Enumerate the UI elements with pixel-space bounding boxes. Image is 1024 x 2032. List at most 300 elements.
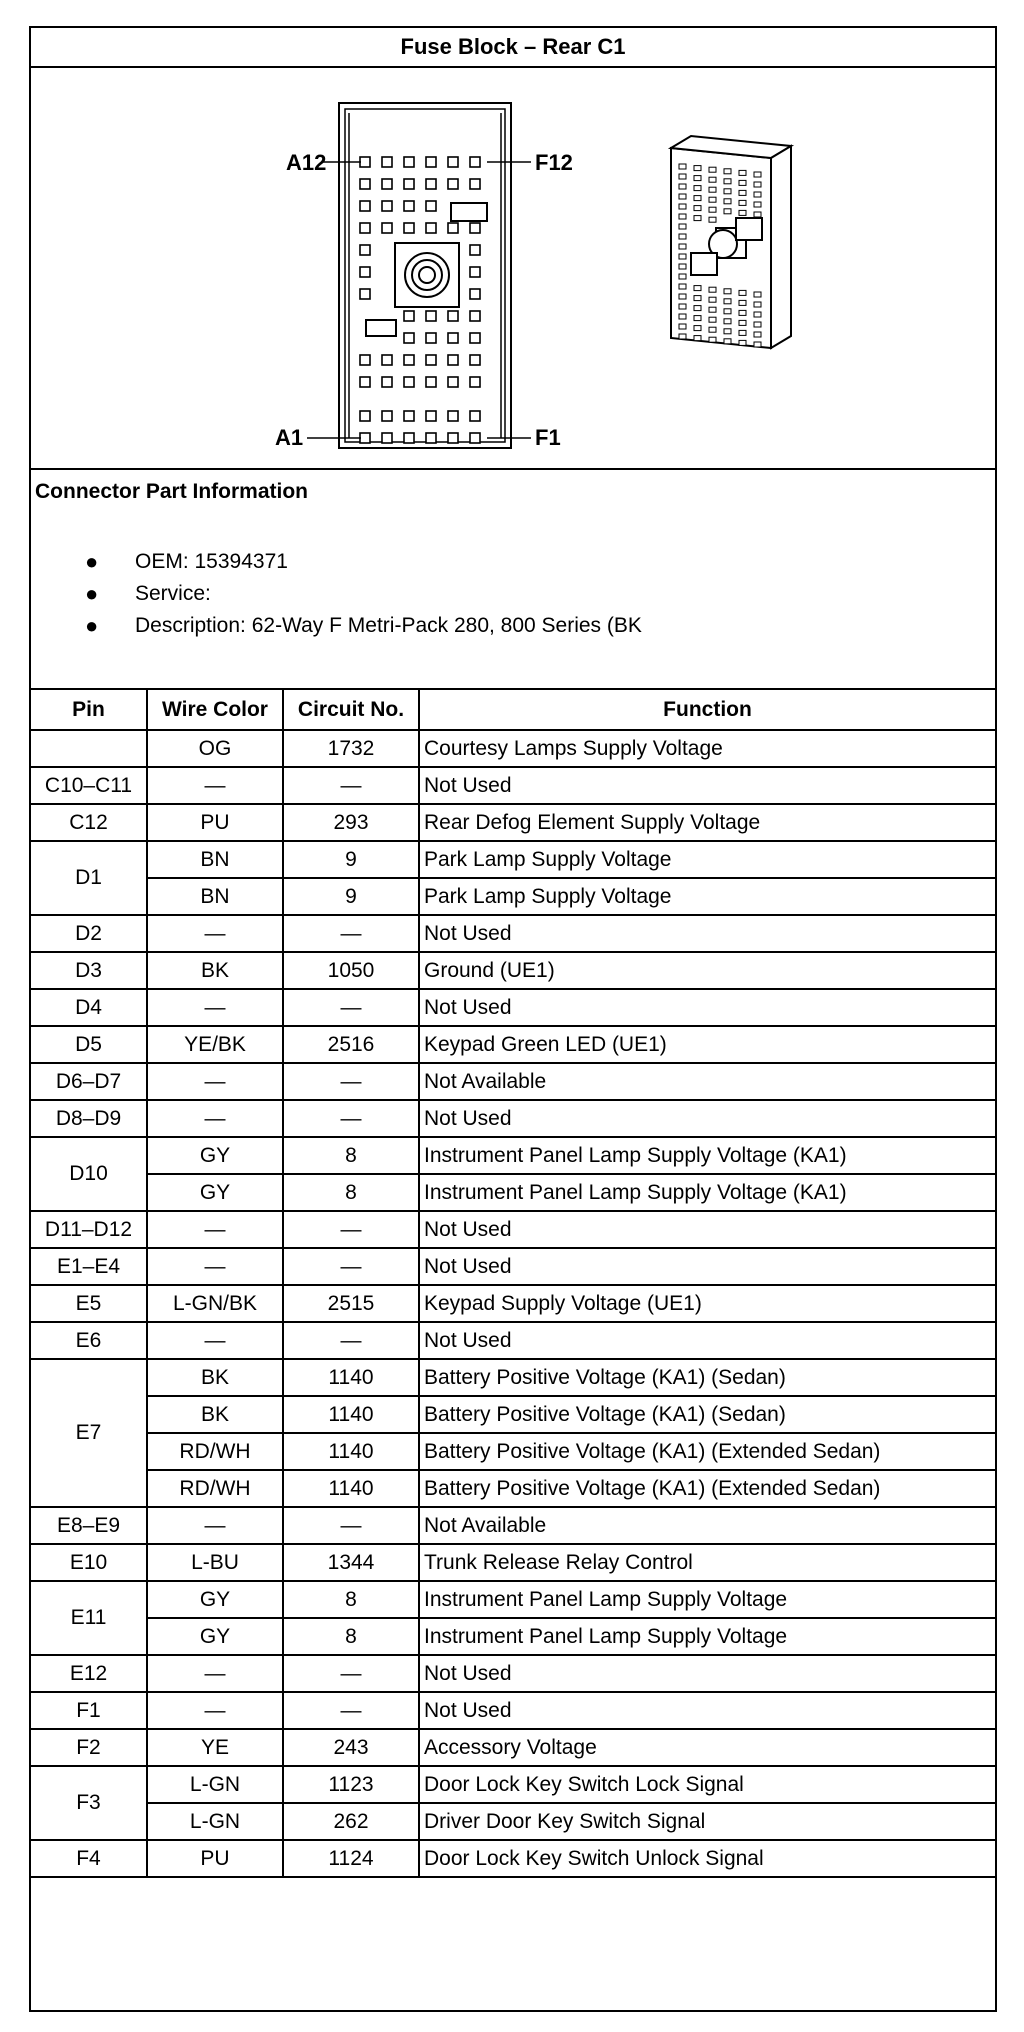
table-row	[31, 1692, 995, 1729]
iso-cavity	[679, 334, 686, 339]
iso-cavity	[694, 216, 701, 221]
cell-wire-color: BK	[147, 1396, 283, 1433]
cavity	[360, 201, 370, 211]
cell-pin: D11–D12	[31, 1211, 147, 1248]
iso-cavity	[754, 302, 761, 307]
cell-function: Door Lock Key Switch Unlock Signal	[419, 1840, 995, 1877]
iso-cavity	[679, 194, 686, 199]
cavity	[426, 377, 436, 387]
iso-cavity	[739, 320, 746, 325]
iso-cavity	[709, 317, 716, 322]
table-row	[31, 1359, 995, 1396]
cell-circuit: 1140	[283, 1359, 419, 1396]
cavity	[382, 411, 392, 421]
cavity	[448, 433, 458, 443]
iso-cavity	[694, 286, 701, 291]
cavity	[470, 411, 480, 421]
cell-wire-color: GY	[147, 1174, 283, 1211]
iso-cavity	[679, 284, 686, 289]
cell-wire-color: RD/WH	[147, 1433, 283, 1470]
iso-cavity	[679, 174, 686, 179]
col-header-wire-color: Wire Color	[147, 690, 283, 730]
cavity	[470, 289, 480, 299]
cavity	[382, 377, 392, 387]
table-row	[31, 730, 995, 767]
cell-wire-color: PU	[147, 1840, 283, 1877]
iso-cavity	[724, 319, 731, 324]
col-header-circuit: Circuit No.	[283, 690, 419, 730]
iso-cavity	[724, 199, 731, 204]
cell-function: Rear Defog Element Supply Voltage	[419, 804, 995, 841]
table-row	[31, 1063, 995, 1100]
iso-cavity	[679, 304, 686, 309]
cavity	[360, 377, 370, 387]
iso-cavity	[754, 292, 761, 297]
cavity	[404, 433, 414, 443]
cell-function: Not Available	[419, 1507, 995, 1544]
cavity	[404, 179, 414, 189]
cavity	[404, 333, 414, 343]
cell-circuit: 1140	[283, 1433, 419, 1470]
cell-wire-color: YE/BK	[147, 1026, 283, 1063]
table-row	[31, 1396, 995, 1433]
iso-cavity	[739, 200, 746, 205]
cavity	[404, 355, 414, 365]
connector-figure	[31, 68, 995, 470]
pinout-rows	[31, 730, 995, 1877]
cell-pin: E12	[31, 1655, 147, 1692]
iso-cavity	[709, 287, 716, 292]
cell-circuit: —	[283, 989, 419, 1026]
cell-pin: D10	[31, 1137, 147, 1211]
cell-pin: F2	[31, 1729, 147, 1766]
iso-cavity	[739, 310, 746, 315]
iso-cavity	[754, 332, 761, 337]
table-row	[31, 915, 995, 952]
cell-wire-color: —	[147, 1322, 283, 1359]
iso-cavity	[739, 300, 746, 305]
cell-function: Ground (UE1)	[419, 952, 995, 989]
cell-pin: C10–C11	[31, 767, 147, 804]
cell-wire-color: PU	[147, 804, 283, 841]
table-row	[31, 1581, 995, 1618]
cavity	[448, 223, 458, 233]
cavity	[470, 157, 480, 167]
table-row	[31, 1544, 995, 1581]
cell-circuit: 2515	[283, 1285, 419, 1322]
cell-circuit: —	[283, 915, 419, 952]
cell-pin: D8–D9	[31, 1100, 147, 1137]
cell-pin: E8–E9	[31, 1507, 147, 1544]
cell-wire-color: L-GN	[147, 1766, 283, 1803]
table-row	[31, 1137, 995, 1174]
cell-circuit: 1344	[283, 1544, 419, 1581]
iso-cavity	[754, 312, 761, 317]
connector-face-diagram	[31, 68, 995, 468]
cell-pin: C12	[31, 804, 147, 841]
cavity	[404, 201, 414, 211]
cavity	[470, 433, 480, 443]
table-row	[31, 804, 995, 841]
iso-cavity	[754, 322, 761, 327]
cavity	[426, 223, 436, 233]
table-row	[31, 767, 995, 804]
col-header-pin: Pin	[31, 690, 147, 730]
table-row	[31, 1803, 995, 1840]
iso-cavity	[739, 290, 746, 295]
cell-function: Not Used	[419, 989, 995, 1026]
cell-circuit: 293	[283, 804, 419, 841]
cell-function: Battery Positive Voltage (KA1) (Sedan)	[419, 1359, 995, 1396]
cavity	[470, 333, 480, 343]
cavity	[470, 223, 480, 233]
cavity	[426, 201, 436, 211]
iso-cavity	[739, 190, 746, 195]
cavity	[360, 223, 370, 233]
iso-cavity	[724, 179, 731, 184]
cell-function: Park Lamp Supply Voltage	[419, 878, 995, 915]
table-row	[31, 1433, 995, 1470]
cell-wire-color: BN	[147, 841, 283, 878]
iso-cavity	[694, 176, 701, 181]
iso-cavity	[709, 167, 716, 172]
cell-function: Battery Positive Voltage (KA1) (Extended Sedan)	[419, 1433, 995, 1470]
cavity	[426, 333, 436, 343]
cavity	[382, 201, 392, 211]
iso-cavity	[724, 189, 731, 194]
cell-circuit: —	[283, 767, 419, 804]
pin-label-f12: F12	[535, 150, 573, 175]
cell-function: Keypad Green LED (UE1)	[419, 1026, 995, 1063]
iso-cavity	[694, 336, 701, 341]
cell-pin: F4	[31, 1840, 147, 1877]
cell-wire-color: —	[147, 1100, 283, 1137]
cell-circuit: 1732	[283, 730, 419, 767]
iso-cavity	[709, 307, 716, 312]
table-row	[31, 1100, 995, 1137]
keying-tab	[366, 320, 396, 336]
cell-pin: E7	[31, 1359, 147, 1507]
iso-cavity	[754, 182, 761, 187]
iso-cavity	[739, 330, 746, 335]
cavity	[382, 223, 392, 233]
cell-wire-color: GY	[147, 1581, 283, 1618]
iso-cavity	[679, 164, 686, 169]
cell-function: Not Used	[419, 1692, 995, 1729]
iso-cavity	[754, 342, 761, 347]
iso-cavity	[679, 314, 686, 319]
iso-cavity	[694, 326, 701, 331]
iso-cavity	[679, 274, 686, 279]
cavity	[470, 267, 480, 277]
iso-cavity	[724, 209, 731, 214]
cell-wire-color: YE	[147, 1729, 283, 1766]
cell-wire-color: —	[147, 989, 283, 1026]
cavity	[426, 433, 436, 443]
col-header-function: Function	[419, 690, 995, 730]
iso-cavity	[724, 339, 731, 344]
cell-wire-color: L-GN/BK	[147, 1285, 283, 1322]
part-info-service: ● Service:	[85, 581, 211, 606]
cell-function: Battery Positive Voltage (KA1) (Extended Sedan)	[419, 1470, 995, 1507]
cell-function: Battery Positive Voltage (KA1) (Sedan)	[419, 1396, 995, 1433]
iso-cavity	[679, 254, 686, 259]
cavity	[382, 179, 392, 189]
cell-wire-color: GY	[147, 1137, 283, 1174]
cell-pin: D4	[31, 989, 147, 1026]
cell-circuit: 1050	[283, 952, 419, 989]
cell-circuit: 8	[283, 1618, 419, 1655]
iso-cavity	[724, 169, 731, 174]
cell-function: Courtesy Lamps Supply Voltage	[419, 730, 995, 767]
cavity	[448, 355, 458, 365]
cell-function: Not Used	[419, 767, 995, 804]
cell-function: Park Lamp Supply Voltage	[419, 841, 995, 878]
cavity	[448, 333, 458, 343]
iso-cavity	[694, 166, 701, 171]
cavity	[426, 355, 436, 365]
pin-label-a1: A1	[275, 425, 304, 450]
cell-function: Not Used	[419, 915, 995, 952]
iso-cavity	[679, 294, 686, 299]
cavity	[382, 157, 392, 167]
cavity	[360, 157, 370, 167]
cavity	[382, 355, 392, 365]
cavity	[404, 223, 414, 233]
table-row	[31, 1470, 995, 1507]
cell-circuit: 9	[283, 878, 419, 915]
table-row	[31, 1729, 995, 1766]
cavity	[470, 377, 480, 387]
iso-cavity	[709, 337, 716, 342]
table-row	[31, 1840, 995, 1877]
cell-function: Instrument Panel Lamp Supply Voltage	[419, 1618, 995, 1655]
iso-cavity	[679, 244, 686, 249]
cavity	[360, 289, 370, 299]
page-title: Fuse Block – Rear C1	[31, 28, 995, 68]
cell-function: Not Used	[419, 1100, 995, 1137]
cell-circuit: 8	[283, 1581, 419, 1618]
iso-cavity	[709, 197, 716, 202]
cell-function: Keypad Supply Voltage (UE1)	[419, 1285, 995, 1322]
cell-pin: D1	[31, 841, 147, 915]
cell-function: Not Available	[419, 1063, 995, 1100]
cavity	[404, 157, 414, 167]
cavity	[426, 311, 436, 321]
table-row	[31, 878, 995, 915]
table-row	[31, 1766, 995, 1803]
cell-wire-color: —	[147, 1507, 283, 1544]
cell-function: Not Used	[419, 1211, 995, 1248]
part-info-oem: ● OEM: 15394371	[85, 549, 288, 574]
cavity	[448, 411, 458, 421]
iso-cavity	[694, 186, 701, 191]
iso-cavity	[724, 309, 731, 314]
cell-function: Not Used	[419, 1655, 995, 1692]
iso-cavity	[679, 184, 686, 189]
cell-wire-color: —	[147, 1211, 283, 1248]
cavity	[448, 157, 458, 167]
cell-wire-color: L-BU	[147, 1544, 283, 1581]
table-row	[31, 1655, 995, 1692]
cell-circuit: 1124	[283, 1840, 419, 1877]
cell-pin: F1	[31, 1692, 147, 1729]
cell-wire-color: OG	[147, 730, 283, 767]
cell-circuit: —	[283, 1692, 419, 1729]
cell-pin: D5	[31, 1026, 147, 1063]
cell-circuit: 9	[283, 841, 419, 878]
cell-circuit: 1140	[283, 1396, 419, 1433]
table-row	[31, 1026, 995, 1063]
iso-cavity	[709, 177, 716, 182]
cell-circuit: —	[283, 1211, 419, 1248]
cavity	[404, 377, 414, 387]
cavity	[360, 433, 370, 443]
cell-wire-color: GY	[147, 1618, 283, 1655]
iso-cavity	[739, 180, 746, 185]
cavity	[426, 411, 436, 421]
cell-circuit: 262	[283, 1803, 419, 1840]
cell-pin: D2	[31, 915, 147, 952]
iso-cavity	[679, 234, 686, 239]
cell-wire-color: BK	[147, 1359, 283, 1396]
cavity	[448, 311, 458, 321]
table-row	[31, 1285, 995, 1322]
cavity	[404, 311, 414, 321]
cell-pin	[31, 730, 147, 767]
iso-cavity	[724, 299, 731, 304]
cell-wire-color: —	[147, 1692, 283, 1729]
keying-tab	[451, 203, 487, 221]
cell-circuit: —	[283, 1655, 419, 1692]
cell-function: Driver Door Key Switch Signal	[419, 1803, 995, 1840]
iso-cavity	[709, 217, 716, 222]
iso-cavity	[679, 214, 686, 219]
cell-wire-color: —	[147, 1063, 283, 1100]
cavity	[360, 245, 370, 255]
cavity	[382, 433, 392, 443]
pin-label-f1: F1	[535, 425, 561, 450]
iso-cavity	[739, 170, 746, 175]
cavity	[470, 245, 480, 255]
cell-circuit: —	[283, 1063, 419, 1100]
cell-wire-color: —	[147, 767, 283, 804]
iso-cavity	[709, 327, 716, 332]
cell-pin: E5	[31, 1285, 147, 1322]
cell-circuit: 8	[283, 1137, 419, 1174]
iso-cavity	[709, 207, 716, 212]
cell-pin: F3	[31, 1766, 147, 1840]
iso-cavity	[754, 202, 761, 207]
cell-wire-color: —	[147, 1248, 283, 1285]
iso-cavity	[679, 204, 686, 209]
cell-pin: E10	[31, 1544, 147, 1581]
iso-cavity	[679, 264, 686, 269]
table-row	[31, 841, 995, 878]
cavity	[426, 179, 436, 189]
cell-function: Instrument Panel Lamp Supply Voltage (KA1)	[419, 1137, 995, 1174]
table-row	[31, 989, 995, 1026]
cavity	[470, 179, 480, 189]
cell-circuit: —	[283, 1507, 419, 1544]
cell-circuit: 1140	[283, 1470, 419, 1507]
iso-cavity	[694, 306, 701, 311]
part-info-list	[35, 546, 991, 642]
cavity	[404, 411, 414, 421]
cell-pin: E11	[31, 1581, 147, 1655]
iso-cavity	[709, 187, 716, 192]
iso-cavity	[679, 224, 686, 229]
table-row	[31, 1174, 995, 1211]
cell-circuit: —	[283, 1248, 419, 1285]
cavity	[426, 157, 436, 167]
cell-wire-color: —	[147, 915, 283, 952]
iso-cavity	[694, 316, 701, 321]
cell-circuit: 1123	[283, 1766, 419, 1803]
table-row	[31, 1618, 995, 1655]
iso-cavity	[739, 340, 746, 345]
cell-pin: D3	[31, 952, 147, 989]
cavity	[448, 179, 458, 189]
cell-wire-color: —	[147, 1655, 283, 1692]
cell-function: Instrument Panel Lamp Supply Voltage (KA1)	[419, 1174, 995, 1211]
iso-cavity	[754, 172, 761, 177]
iso-cavity	[694, 196, 701, 201]
iso-cavity	[694, 296, 701, 301]
table-header-row	[31, 690, 995, 730]
cavity	[360, 355, 370, 365]
cell-function: Trunk Release Relay Control	[419, 1544, 995, 1581]
iso-cavity	[754, 212, 761, 217]
connector-part-information	[31, 470, 995, 690]
pin-label-a12: A12	[286, 150, 327, 175]
cell-circuit: 8	[283, 1174, 419, 1211]
iso-cavity	[679, 324, 686, 329]
cell-wire-color: BN	[147, 878, 283, 915]
cell-wire-color: BK	[147, 952, 283, 989]
cell-wire-color: L-GN	[147, 1803, 283, 1840]
pinout-table	[31, 690, 995, 1878]
table-row	[31, 1507, 995, 1544]
connector-isometric-view	[671, 136, 791, 348]
cell-function: Accessory Voltage	[419, 1729, 995, 1766]
cell-function: Instrument Panel Lamp Supply Voltage	[419, 1581, 995, 1618]
section-heading: Connector Part Information	[35, 480, 309, 503]
iso-cavity	[754, 192, 761, 197]
cell-pin: E6	[31, 1322, 147, 1359]
iso-cavity	[739, 210, 746, 215]
iso-cavity	[694, 206, 701, 211]
cell-wire-color: RD/WH	[147, 1470, 283, 1507]
table-row	[31, 1322, 995, 1359]
cell-function: Door Lock Key Switch Lock Signal	[419, 1766, 995, 1803]
cell-circuit: 243	[283, 1729, 419, 1766]
cell-circuit: 2516	[283, 1026, 419, 1063]
connector-sheet	[29, 26, 997, 2012]
cell-circuit: —	[283, 1322, 419, 1359]
cell-pin: D6–D7	[31, 1063, 147, 1100]
part-info-description: ● Description: 62-Way F Metri-Pack 280, 800 Series (BK	[85, 613, 642, 638]
cavity	[360, 267, 370, 277]
cavity	[360, 179, 370, 189]
cell-circuit: —	[283, 1100, 419, 1137]
iso-cavity	[724, 289, 731, 294]
table-row	[31, 1248, 995, 1285]
iso-cavity	[724, 329, 731, 334]
cavity	[470, 355, 480, 365]
cell-pin: E1–E4	[31, 1248, 147, 1285]
cavity	[360, 411, 370, 421]
